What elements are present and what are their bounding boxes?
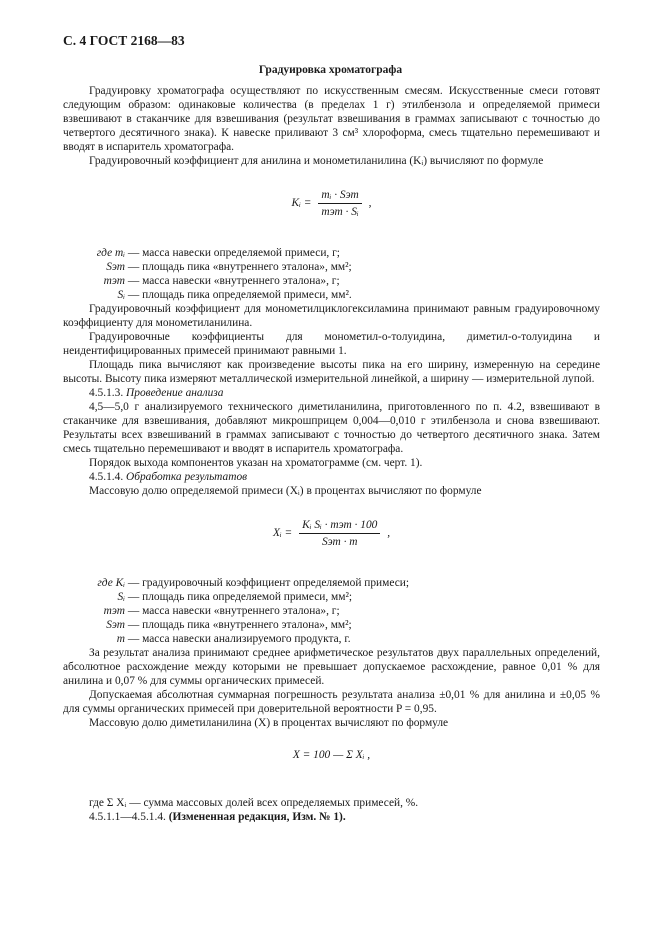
legend-ki-row: где mᵢ — масса навески определяемой примеси, г; bbox=[96, 247, 340, 259]
paragraph-coefficient-intro: Градуировочный коэффициент для анилина и монометиланилина (Kᵢ) вычисляют по формуле bbox=[89, 155, 544, 167]
paragraph-calibration-intro: Градуировку хроматографа осуществляют по искусственным смесям. Искусственные смеси готовят следующим образом: одинаковые количества (в пределах 1 г) этилбензола и определяемой примеси взвешивают в стаканчике для взвешивания (результат взвешивания в граммах записывают с точностью до четвертого десятичного знака). К навеске приливают 3 см³ хлороформа, смесь тщательно перемешивают и вводят в испаритель хроматографа. bbox=[63, 85, 600, 153]
formula-ki-tail: , bbox=[368, 197, 372, 210]
formula-xi-lhs: Xᵢ = bbox=[272, 527, 293, 540]
formula-ki-lhs: Kᵢ = bbox=[291, 197, 312, 210]
paragraph-analysis-procedure: 4,5—5,0 г анализируемого технического диметиланилина, приготовленного по п. 4.2, взвешивают в стаканчике для взвешивания, добавляют микрошприцем 0,004—0,010 г этилбензола и снова взвешивают. Результаты всех взвешиваний в граммах записывают с точностью до четвертого десятичного знака. Затем смесь тщательно перемешивают и вводят в испаритель хроматографа. bbox=[63, 401, 600, 455]
amendment-note: 4.5.1.1—4.5.1.4. (Измененная редакция, Изм. № 1). bbox=[89, 811, 346, 823]
formula-xi-tail: , bbox=[387, 527, 391, 540]
paragraph-error: Допускаемая абсолютная суммарная погрешность результата анализа ±0,01 % для анилина и ±0,05 % для суммы органических примесей при доверительной вероятности P = 0,95. bbox=[63, 689, 600, 715]
section-title: Градуировка хроматографа bbox=[258, 64, 403, 76]
formula-xi-fraction bbox=[299, 518, 380, 549]
formula-ki bbox=[63, 168, 600, 232]
legend-ki-row: Sᵢ — площадь пика определяемой примеси, мм². bbox=[117, 289, 352, 301]
paragraph-xi-intro: Массовую долю определяемой примеси (Xᵢ) в процентах вычисляют по формуле bbox=[89, 485, 482, 497]
formula-x: X = 100 — Σ Xᵢ , bbox=[292, 749, 371, 761]
paragraph-result-acceptance: За результат анализа принимают среднее арифметическое результатов двух параллельных определений, абсолютное расхождение между которыми не превышает допускаемое расхождение, равное 0,01 % для анилина и 0,07 % для суммы органических примесей. bbox=[63, 647, 600, 687]
paragraph-cyclohexylamine: Градуировочный коэффициент для монометилциклогексиламина принимают равным градуировочному коэффициенту для монометиланилина. bbox=[63, 303, 600, 329]
legend-xi-row: Sᵢ — площадь пика определяемой примеси, мм²; bbox=[117, 591, 353, 603]
subsection-heading-results: 4.5.1.4. Обработка результатов bbox=[89, 471, 248, 483]
formula-ki-numerator: mᵢ · Sэт bbox=[318, 188, 361, 204]
legend-xi-row: mэт — масса навески «внутреннего эталона», г; bbox=[103, 605, 340, 617]
document-body bbox=[63, 84, 600, 824]
legend-xi-row: где Kᵢ — градуировочный коэффициент определяемой примеси; bbox=[97, 577, 410, 589]
formula-xi bbox=[63, 498, 600, 562]
page-header: С. 4 ГОСТ 2168—83 bbox=[63, 33, 185, 48]
paragraph-elution-order: Порядок выхода компонентов указан на хроматограмме (см. черт. 1). bbox=[89, 457, 423, 469]
legend-xi-row: Sэт — площадь пика «внутреннего эталона», мм²; bbox=[106, 619, 352, 631]
legend-ki-row: Sэт — площадь пика «внутреннего эталона», мм²; bbox=[106, 261, 352, 273]
paragraph-x-intro: Массовую долю диметиланилина (X) в процентах вычисляют по формуле bbox=[89, 717, 449, 729]
formula-xi-denominator: Sэт · m bbox=[321, 536, 358, 548]
formula-ki-fraction bbox=[318, 188, 361, 219]
paragraph-toluidine: Градуировочные коэффициенты для монометил-о-толуидина, диметил-о-толуидина и неидентифицированных примесей принимают равными 1. bbox=[63, 331, 600, 357]
formula-xi-numerator: Kᵢ Sᵢ · mэт · 100 bbox=[299, 518, 380, 534]
formula-ki-denominator: mэт · Sᵢ bbox=[321, 206, 359, 218]
legend-xi-row: m — масса навески анализируемого продукта, г. bbox=[116, 633, 351, 645]
legend-x: где Σ Xᵢ — сумма массовых долей всех определяемых примесей, %. bbox=[89, 797, 419, 809]
paragraph-peak-area: Площадь пика вычисляют как произведение высоты пика на его ширину, измеренную на середине высоты. Высоту пика измеряют металлической измерительной линейкой, а ширину — измерительной лупой. bbox=[63, 359, 600, 385]
legend-ki-row: mэт — масса навески «внутреннего эталона», г; bbox=[103, 275, 340, 287]
subsection-heading-analysis: 4.5.1.3. Проведение анализа bbox=[89, 387, 224, 399]
legend-xi bbox=[63, 576, 600, 646]
legend-ki bbox=[63, 246, 600, 302]
